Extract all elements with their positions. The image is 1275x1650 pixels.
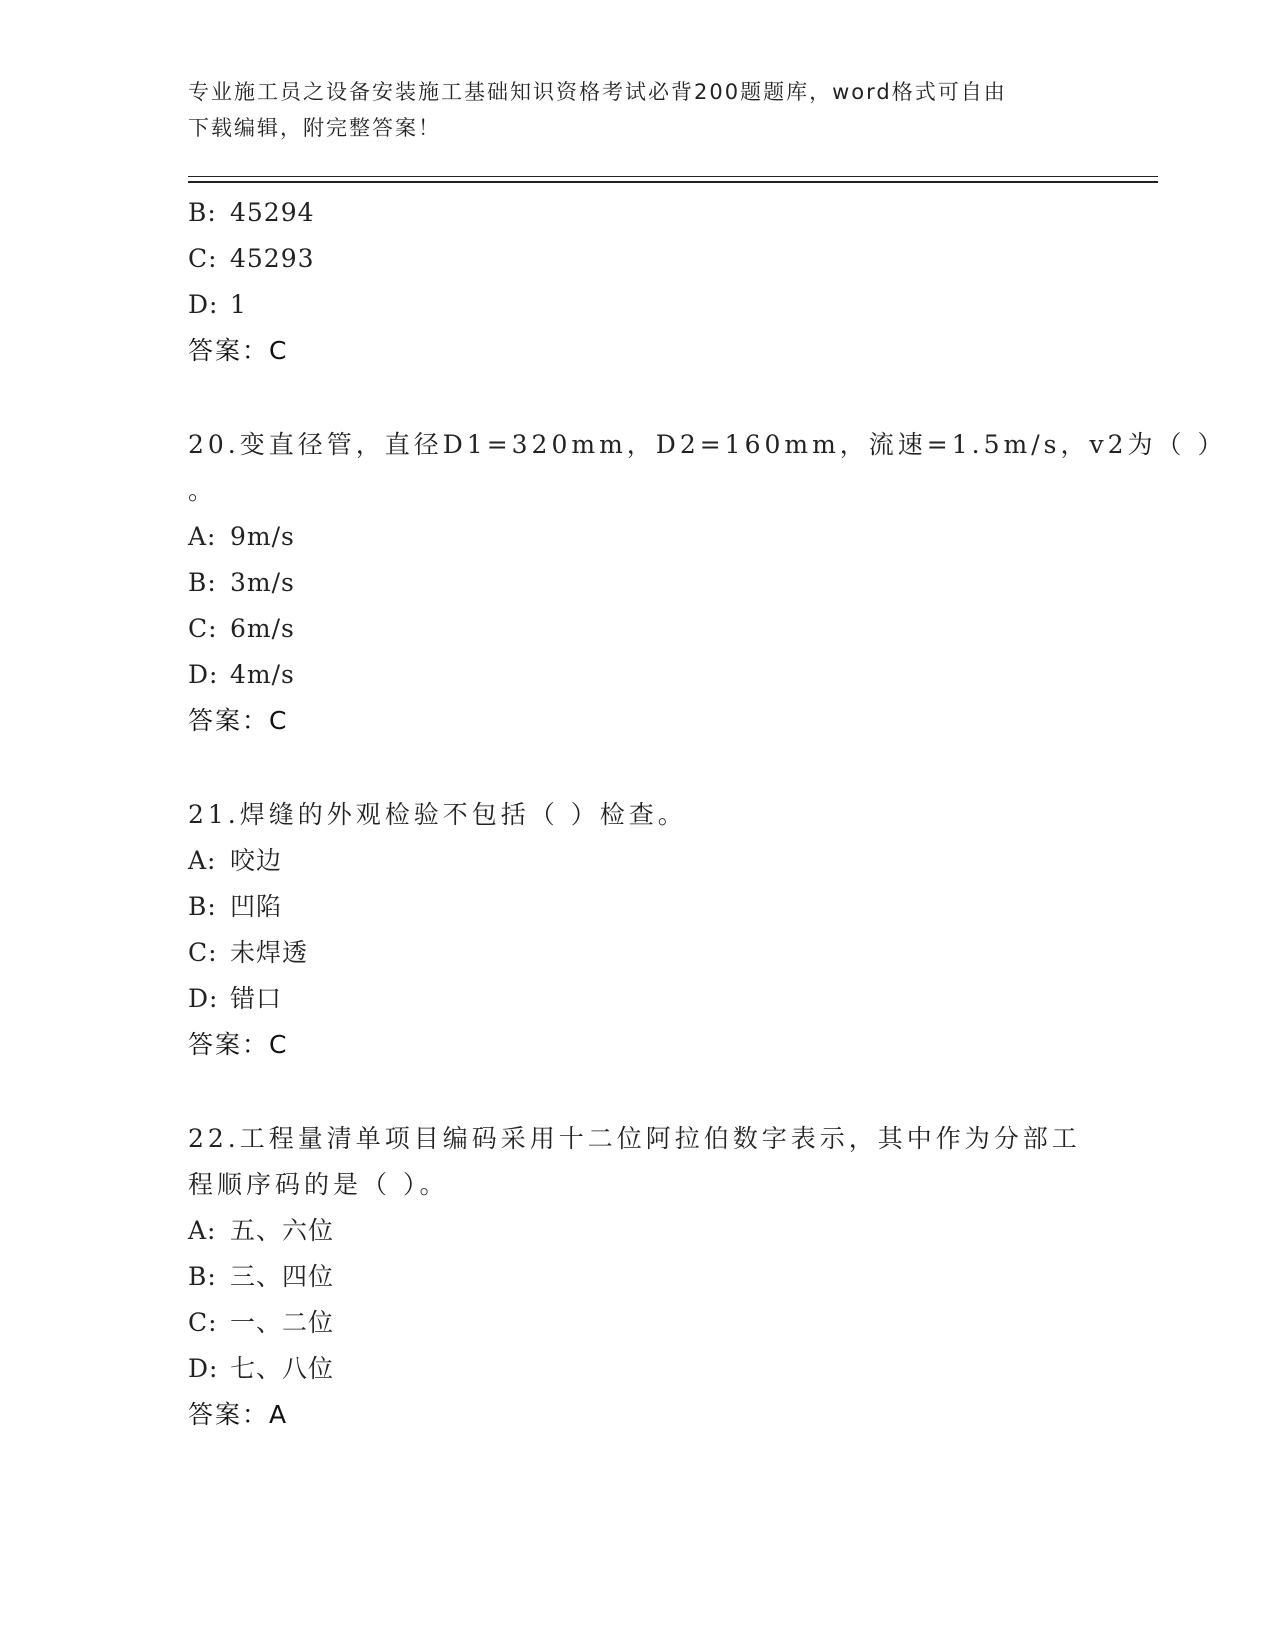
option-text: 错口 <box>230 984 283 1013</box>
answer-line: 答案：C <box>188 336 289 365</box>
answer-line: 答案：C <box>188 706 289 735</box>
option-d <box>188 1346 1088 1392</box>
option-text: 9m/s <box>230 522 295 551</box>
option-label: B: <box>188 568 217 597</box>
question-stem-line-1: 21.焊缝的外观检验不包括（ ）检查。 <box>188 800 687 829</box>
option-text: 五、六位 <box>230 1216 335 1245</box>
option-label: C: <box>188 614 218 643</box>
option-text: 45293 <box>230 244 315 273</box>
option-text: 咬边 <box>230 846 283 875</box>
header-title-line-2: 下载编辑，附完整答案！ <box>188 116 441 140</box>
option-label: C: <box>188 1308 218 1337</box>
question-spacer <box>188 1068 1088 1116</box>
question-21 <box>188 792 1088 1068</box>
option-c <box>188 930 1088 976</box>
option-c <box>188 236 1088 282</box>
option-text: 1 <box>230 290 247 319</box>
option-d <box>188 652 1088 698</box>
option-label: C: <box>188 244 218 273</box>
header-rule-thin <box>188 176 1158 177</box>
option-label: B: <box>188 892 217 921</box>
option-text: 凹陷 <box>230 892 283 921</box>
option-a <box>188 1208 1088 1254</box>
option-d <box>188 976 1088 1022</box>
option-c <box>188 606 1088 652</box>
option-label: D: <box>188 1354 219 1383</box>
option-label: D: <box>188 984 219 1013</box>
answer-line: 答案：A <box>188 1400 289 1429</box>
option-label: B: <box>188 198 217 227</box>
option-b <box>188 1254 1088 1300</box>
option-text: 6m/s <box>230 614 295 643</box>
option-text: 一、二位 <box>230 1308 335 1337</box>
option-c <box>188 1300 1088 1346</box>
option-b <box>188 190 1088 236</box>
option-b <box>188 884 1088 930</box>
option-text: 3m/s <box>230 568 295 597</box>
option-label: A: <box>188 1216 217 1245</box>
question-stem-line-1: 20.变直径管，直径D1=320mm，D2=160mm，流速=1.5m/s，v2为（ ） <box>188 430 1227 459</box>
option-label: C: <box>188 938 218 967</box>
option-label: A: <box>188 846 217 875</box>
option-label: B: <box>188 1262 217 1291</box>
question-stem-line-2: 。 <box>188 476 218 505</box>
question-spacer <box>188 744 1088 792</box>
option-text: 未焊透 <box>230 938 309 967</box>
header-rule-thick <box>188 181 1158 183</box>
question-list <box>188 190 1227 1438</box>
option-a <box>188 838 1088 884</box>
option-label: A: <box>188 522 217 551</box>
option-text: 45294 <box>230 198 315 227</box>
question-22 <box>188 1116 1088 1438</box>
document-header <box>188 74 1088 146</box>
option-text: 七、八位 <box>230 1354 335 1383</box>
question-stem-line-1: 22.工程量清单项目编码采用十二位阿拉伯数字表示，其中作为分部工 <box>188 1124 1081 1153</box>
answer-line: 答案：C <box>188 1030 289 1059</box>
question-stem-line-2: 程顺序码的是（ ）。 <box>188 1170 449 1199</box>
question-spacer <box>188 374 1088 422</box>
header-title-line-1: 专业施工员之设备安装施工基础知识资格考试必背200题题库，word格式可自由 <box>188 80 1007 104</box>
option-a <box>188 514 1088 560</box>
option-b <box>188 560 1088 606</box>
option-label: D: <box>188 660 219 689</box>
option-d <box>188 282 1088 328</box>
question-20 <box>188 422 1227 744</box>
question-19-tail <box>188 190 1088 374</box>
option-text: 三、四位 <box>230 1262 335 1291</box>
option-label: D: <box>188 290 219 319</box>
option-text: 4m/s <box>230 660 295 689</box>
